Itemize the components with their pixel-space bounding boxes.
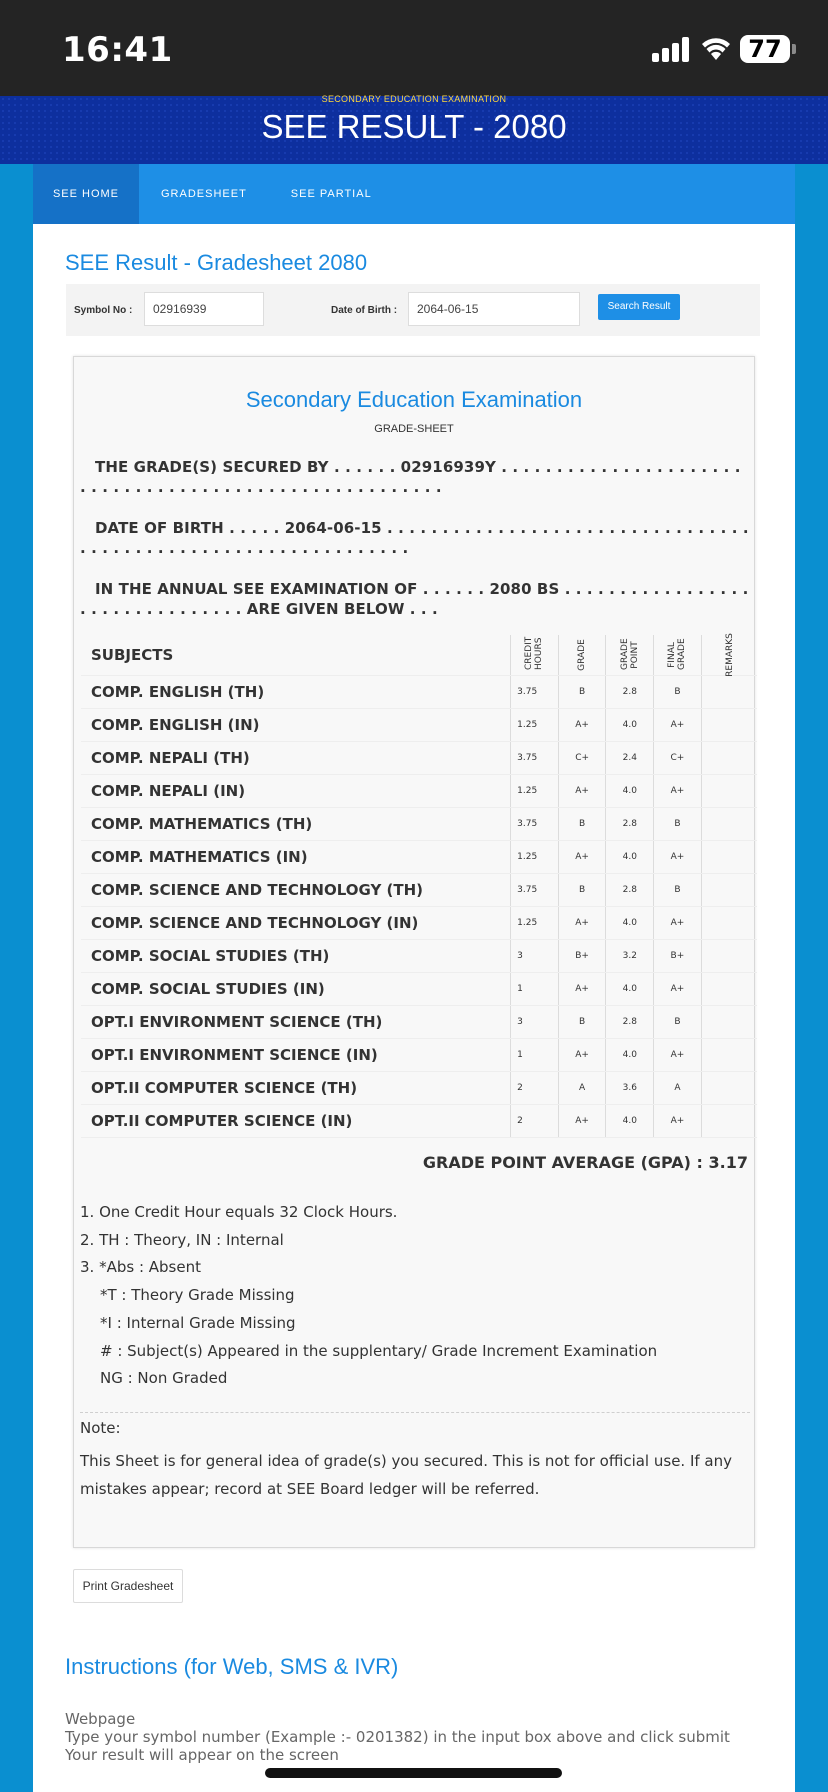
grade-cell: B [558, 1005, 606, 1038]
table-row [81, 1005, 757, 1038]
subject-cell: OPT.II COMPUTER SCIENCE (IN) [81, 1104, 511, 1137]
instructions-line: Your result will appear on the screen [65, 1746, 339, 1764]
remarks-cell [701, 1071, 757, 1104]
grade-point-cell: 4.0 [606, 708, 654, 741]
final-grade-cell: A+ [654, 1104, 702, 1137]
credit-hours-cell: 2 [511, 1071, 559, 1104]
credit-hours-cell: 3.75 [511, 873, 559, 906]
dob-line: DATE OF BIRTH . . . . . 2064-06-15 . . . . . . . . . . . . . . . . . . . . . . . . . . . . . . . . . . . . . . . . . . . . . . . . . . . . . . . . . . . . . . . [80, 519, 749, 557]
table-row [81, 1038, 757, 1071]
grade-point-cell: 3.2 [606, 939, 654, 972]
final-grade-cell: A+ [654, 906, 702, 939]
grade-cell: A+ [558, 906, 606, 939]
final-grade-cell: B [654, 675, 702, 708]
subject-cell: COMP. MATHEMATICS (IN) [81, 840, 511, 873]
header-grade: GRADE [558, 635, 606, 675]
instructions-body [65, 1710, 755, 1764]
grade-point-cell: 4.0 [606, 840, 654, 873]
grade-sheet [73, 356, 755, 1548]
note-item: 2. TH : Theory, IN : Internal [80, 1230, 284, 1249]
final-grade-cell: A+ [654, 708, 702, 741]
instructions-heading: Webpage [65, 1710, 136, 1728]
content-card [33, 224, 795, 1792]
table-row [81, 741, 757, 774]
credit-hours-cell: 2 [511, 1104, 559, 1137]
gpa-value: GRADE POINT AVERAGE (GPA) : 3.17 [422, 1153, 748, 1172]
table-row [81, 972, 757, 1005]
remarks-cell [701, 840, 757, 873]
table-row [81, 840, 757, 873]
search-result-button[interactable]: Search Result [598, 294, 680, 320]
dob-input[interactable]: 2064-06-15 [408, 292, 580, 326]
grades-table [81, 632, 757, 1138]
credit-hours-cell: 3.75 [511, 741, 559, 774]
credit-hours-cell: 3 [511, 1005, 559, 1038]
sheet-title: Secondary Education Examination [245, 387, 583, 412]
subject-cell: COMP. NEPALI (IN) [81, 774, 511, 807]
grade-cell: A+ [558, 708, 606, 741]
grade-point-cell: 2.8 [606, 873, 654, 906]
credit-hours-cell: 3.75 [511, 675, 559, 708]
table-row [81, 774, 757, 807]
header-final-grade: FINAL GRADE [654, 635, 702, 675]
table-row [81, 708, 757, 741]
grade-point-cell: 2.8 [606, 1005, 654, 1038]
note-item: 1. One Credit Hour equals 32 Clock Hours. [80, 1203, 398, 1221]
final-grade-cell: A+ [654, 1038, 702, 1071]
nav-see-home[interactable]: SEE HOME [33, 164, 139, 224]
grade-point-cell: 4.0 [606, 906, 654, 939]
credit-hours-cell: 1.25 [511, 774, 559, 807]
grade-cell: B [558, 675, 606, 708]
remarks-cell [701, 708, 757, 741]
credit-hours-cell: 3.75 [511, 807, 559, 840]
exam-line: IN THE ANNUAL SEE EXAMINATION OF . . . . . . 2080 BS . . . . . . . . . . . . . . . . . . . . . . . . . . . . . . . . ARE GIVEN BELOW . . . [80, 580, 749, 618]
note-item: *I : Internal Grade Missing [100, 1313, 296, 1332]
header-credit-hours: CREDIT HOURS [511, 635, 559, 675]
remarks-cell [701, 1038, 757, 1071]
grade-cell: A+ [558, 1104, 606, 1137]
grade-point-cell: 4.0 [606, 774, 654, 807]
table-header-row [81, 635, 757, 675]
subject-cell: COMP. SOCIAL STUDIES (TH) [81, 939, 511, 972]
banner-subtitle: SECONDARY EDUCATION EXAMINATION [321, 94, 507, 104]
instructions-line: Type your symbol number (Example :- 0201382) in the input box above and click submit [65, 1728, 730, 1746]
nav-gradesheet[interactable]: GRADESHEET [161, 188, 247, 200]
final-grade-cell: B [654, 1005, 702, 1038]
note-item: NG : Non Graded [100, 1369, 228, 1388]
symbol-label: Symbol No : [74, 305, 133, 316]
grade-cell: A+ [558, 774, 606, 807]
credit-hours-cell: 1 [511, 1038, 559, 1071]
notes-list [80, 1199, 657, 1393]
remarks-cell [701, 741, 757, 774]
credit-hours-cell: 1 [511, 972, 559, 1005]
sheet-subtitle: GRADE-SHEET [374, 423, 454, 435]
grade-cell: A+ [558, 972, 606, 1005]
subject-cell: COMP. SOCIAL STUDIES (IN) [81, 972, 511, 1005]
note-item: 3. *Abs : Absent [80, 1258, 201, 1277]
battery-icon: 77 [740, 35, 790, 63]
grade-cell: B+ [558, 939, 606, 972]
header-grade-point: GRADE POINT [606, 635, 654, 675]
note-item: # : Subject(s) Appeared in the supplentary/ Grade Increment Examination [100, 1341, 658, 1360]
grade-point-cell: 4.0 [606, 972, 654, 1005]
secured-by-line: THE GRADE(S) SECURED BY . . . . . . 02916939Y . . . . . . . . . . . . . . . . . . . . . . . . . . . . . . . . . . . . . . . . . . . . . . . . . . . . . . . [80, 458, 741, 496]
credit-hours-cell: 1.25 [511, 840, 559, 873]
remarks-cell [701, 807, 757, 840]
grade-point-cell: 3.6 [606, 1071, 654, 1104]
subject-cell: COMP. ENGLISH (IN) [81, 708, 511, 741]
grade-point-cell: 4.0 [606, 1038, 654, 1071]
grade-point-cell: 4.0 [606, 1104, 654, 1137]
subject-cell: OPT.I ENVIRONMENT SCIENCE (IN) [81, 1038, 511, 1071]
credit-hours-cell: 1.25 [511, 906, 559, 939]
grade-cell: C+ [558, 741, 606, 774]
final-grade-cell: B [654, 807, 702, 840]
grade-point-cell: 2.8 [606, 675, 654, 708]
page-title: SEE Result - Gradesheet 2080 [65, 250, 368, 275]
table-row [81, 939, 757, 972]
grade-point-cell: 2.8 [606, 807, 654, 840]
remarks-cell [701, 675, 757, 708]
final-grade-cell: C+ [654, 741, 702, 774]
header-banner [0, 96, 828, 164]
grade-point-cell: 2.4 [606, 741, 654, 774]
subject-cell: COMP. SCIENCE AND TECHNOLOGY (IN) [81, 906, 511, 939]
dob-label: Date of Birth : [331, 305, 398, 316]
subject-cell: COMP. ENGLISH (TH) [81, 675, 511, 708]
header-subjects: SUBJECTS [81, 635, 511, 675]
search-form [66, 284, 760, 336]
table-row [81, 1104, 757, 1137]
remarks-cell [701, 972, 757, 1005]
subject-cell: COMP. NEPALI (TH) [81, 741, 511, 774]
final-grade-cell: A [654, 1071, 702, 1104]
grade-cell: A+ [558, 1038, 606, 1071]
credit-hours-cell: 1.25 [511, 708, 559, 741]
table-row [81, 906, 757, 939]
status-bar [0, 0, 828, 96]
remarks-cell [701, 1005, 757, 1038]
remarks-cell [701, 939, 757, 972]
signal-icon [652, 36, 690, 62]
header-remarks: REMARKS [701, 635, 757, 675]
main-nav [33, 164, 795, 224]
grade-cell: A+ [558, 840, 606, 873]
divider [80, 1412, 750, 1413]
wifi-icon [700, 34, 732, 62]
note-item: *T : Theory Grade Missing [100, 1286, 295, 1305]
grade-cell: B [558, 873, 606, 906]
remarks-cell [701, 1104, 757, 1137]
status-time: 16:41 [62, 30, 173, 70]
subject-cell: OPT.I ENVIRONMENT SCIENCE (TH) [81, 1005, 511, 1038]
battery-tip [792, 44, 796, 54]
final-grade-cell: B+ [654, 939, 702, 972]
subject-cell: COMP. MATHEMATICS (TH) [81, 807, 511, 840]
final-grade-cell: A+ [654, 840, 702, 873]
home-indicator[interactable] [265, 1768, 562, 1778]
final-grade-cell: A+ [654, 972, 702, 1005]
table-row [81, 675, 757, 708]
table-row [81, 1071, 757, 1104]
print-gradesheet-button[interactable]: Print Gradesheet [73, 1569, 183, 1603]
final-grade-cell: A+ [654, 774, 702, 807]
instructions-title: Instructions (for Web, SMS & IVR) [65, 1654, 399, 1679]
subject-cell: OPT.II COMPUTER SCIENCE (TH) [81, 1071, 511, 1104]
grade-cell: A [558, 1071, 606, 1104]
table-row [81, 873, 757, 906]
final-grade-cell: B [654, 873, 702, 906]
credit-hours-cell: 3 [511, 939, 559, 972]
banner-title: SEE RESULT - 2080 [261, 108, 567, 145]
subject-cell: COMP. SCIENCE AND TECHNOLOGY (TH) [81, 873, 511, 906]
note-text: This Sheet is for general idea of grade(s) you secured. This is not for official use. If any mistakes appear; record at SEE Board ledger will be referred. [80, 1452, 733, 1498]
note-title: Note: [80, 1419, 121, 1437]
remarks-cell [701, 873, 757, 906]
remarks-cell [701, 774, 757, 807]
table-row [81, 807, 757, 840]
grade-cell: B [558, 807, 606, 840]
symbol-input[interactable]: 02916939 [144, 292, 264, 326]
nav-see-partial[interactable]: SEE PARTIAL [290, 188, 372, 200]
remarks-cell [701, 906, 757, 939]
